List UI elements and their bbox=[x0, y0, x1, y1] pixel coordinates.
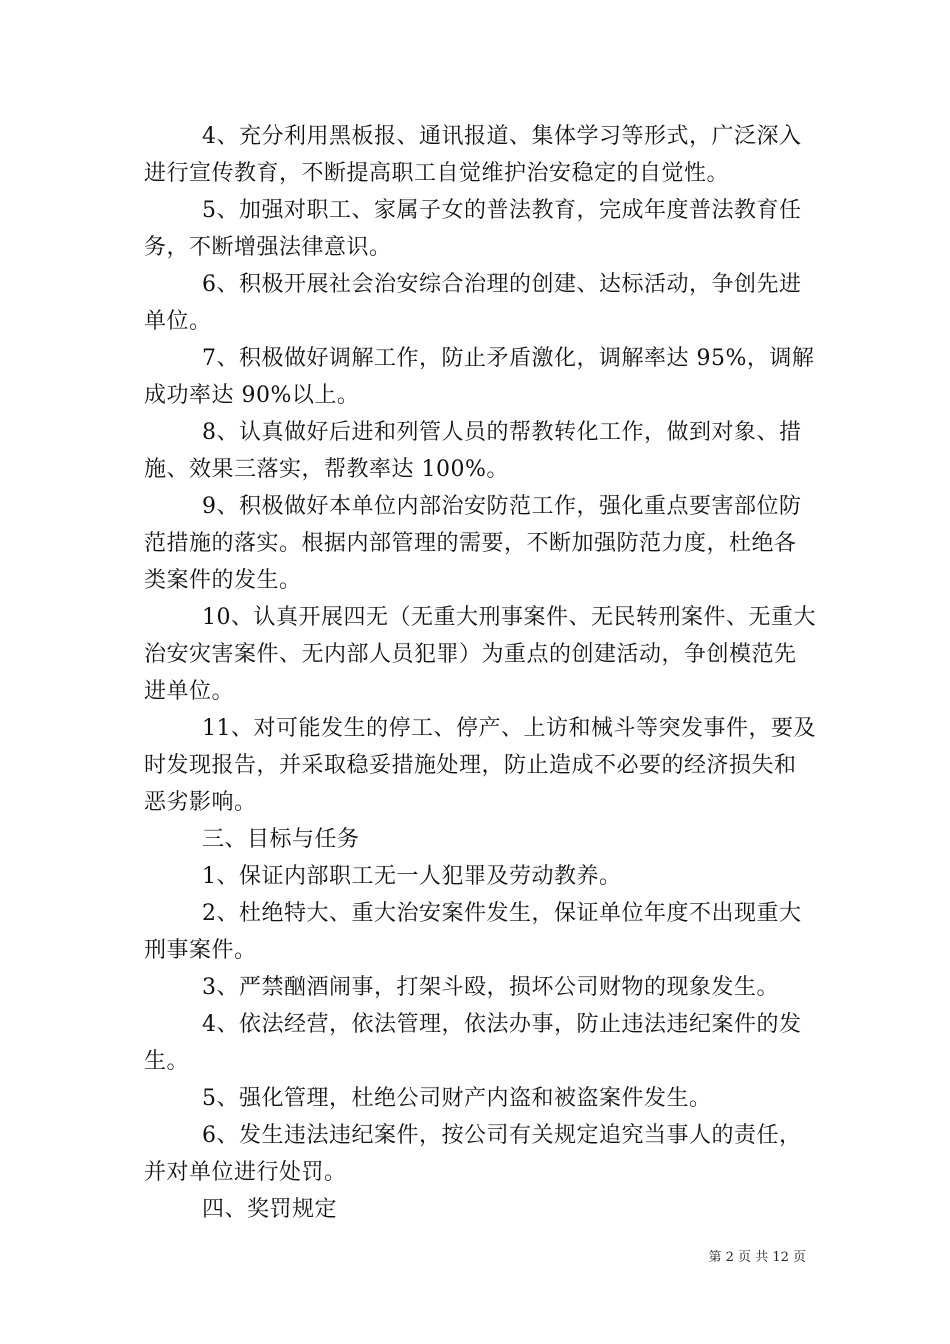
paragraph-item-6 bbox=[144, 266, 808, 340]
target-item-4 bbox=[144, 1006, 808, 1080]
document-body bbox=[144, 118, 816, 1228]
text-line: 1、保证内部职工无一人犯罪及劳动教养。 bbox=[202, 864, 622, 889]
text-line: 4、依法经营，依法管理，依法办事，防止违法违纪案件的发 bbox=[202, 1012, 802, 1037]
text-line: 并对单位进行处罚。 bbox=[144, 1160, 347, 1185]
paragraph-item-5 bbox=[144, 192, 808, 266]
text-line: 8、认真做好后进和列管人员的帮教转化工作，做到对象、措 bbox=[202, 420, 802, 445]
text-line: 3、严禁酗酒闹事，打架斗殴，损坏公司财物的现象发生。 bbox=[202, 975, 779, 1000]
paragraph-item-10 bbox=[144, 599, 816, 710]
text-line: 成功率达 90%以上。 bbox=[144, 383, 360, 408]
section-heading: 三、目标与任务 bbox=[202, 827, 360, 852]
paragraph-item-7 bbox=[144, 340, 815, 414]
text-line: 7、积极做好调解工作，防止矛盾激化，调解率达 95%，调解 bbox=[202, 346, 815, 371]
text-line: 11、对可能发生的停工、停产、上访和械斗等突发事件，要及 bbox=[202, 716, 816, 741]
text-line: 9、积极做好本单位内部治安防范工作，强化重点要害部位防 bbox=[202, 494, 802, 519]
text-line: 进单位。 bbox=[144, 679, 235, 704]
text-line: 单位。 bbox=[144, 309, 212, 334]
target-item-2 bbox=[144, 895, 808, 969]
text-line: 时发现报告，并采取稳妥措施处理，防止造成不必要的经济损失和 bbox=[144, 753, 797, 778]
paragraph-item-8 bbox=[144, 414, 808, 488]
text-line: 5、强化管理，杜绝公司财产内盗和被盗案件发生。 bbox=[202, 1086, 712, 1111]
text-line: 类案件的发生。 bbox=[144, 568, 302, 593]
paragraph-item-4 bbox=[144, 118, 808, 192]
section-heading-rewards bbox=[144, 1191, 808, 1228]
text-line: 2、杜绝特大、重大治安案件发生，保证单位年度不出现重大 bbox=[202, 901, 802, 926]
target-item-3 bbox=[144, 969, 808, 1006]
page-number: 第 2 页 共 12 页 bbox=[708, 1250, 806, 1265]
text-line: 恶劣影响。 bbox=[144, 790, 257, 815]
text-line: 生。 bbox=[144, 1049, 190, 1074]
text-line: 6、积极开展社会治安综合治理的创建、达标活动，争创先进 bbox=[202, 272, 802, 297]
text-line: 4、充分利用黑板报、通讯报道、集体学习等形式，广泛深入 bbox=[202, 124, 802, 149]
text-line: 务，不断增强法律意识。 bbox=[144, 235, 392, 260]
target-item-6 bbox=[144, 1117, 808, 1191]
target-item-1 bbox=[144, 858, 808, 895]
section-heading: 四、奖罚规定 bbox=[202, 1197, 338, 1222]
section-heading-targets bbox=[144, 821, 808, 858]
text-line: 治安灾害案件、无内部人员犯罪）为重点的创建活动，争创模范先 bbox=[144, 642, 797, 667]
text-line: 10、认真开展四无（无重大刑事案件、无民转刑案件、无重大 bbox=[202, 605, 816, 630]
text-line: 5、加强对职工、家属子女的普法教育，完成年度普法教育任 bbox=[202, 198, 802, 223]
text-line: 施、效果三落实，帮教率达 100%。 bbox=[144, 457, 509, 482]
text-line: 刑事案件。 bbox=[144, 938, 257, 963]
target-item-5 bbox=[144, 1080, 808, 1117]
text-line: 进行宣传教育，不断提高职工自觉维护治安稳定的自觉性。 bbox=[144, 161, 730, 186]
text-line: 范措施的落实。根据内部管理的需要，不断加强防范力度，杜绝各 bbox=[144, 531, 797, 556]
text-line: 6、发生违法违纪案件，按公司有关规定追究当事人的责任， bbox=[202, 1123, 802, 1148]
paragraph-item-11 bbox=[144, 710, 816, 821]
paragraph-item-9 bbox=[144, 488, 808, 599]
